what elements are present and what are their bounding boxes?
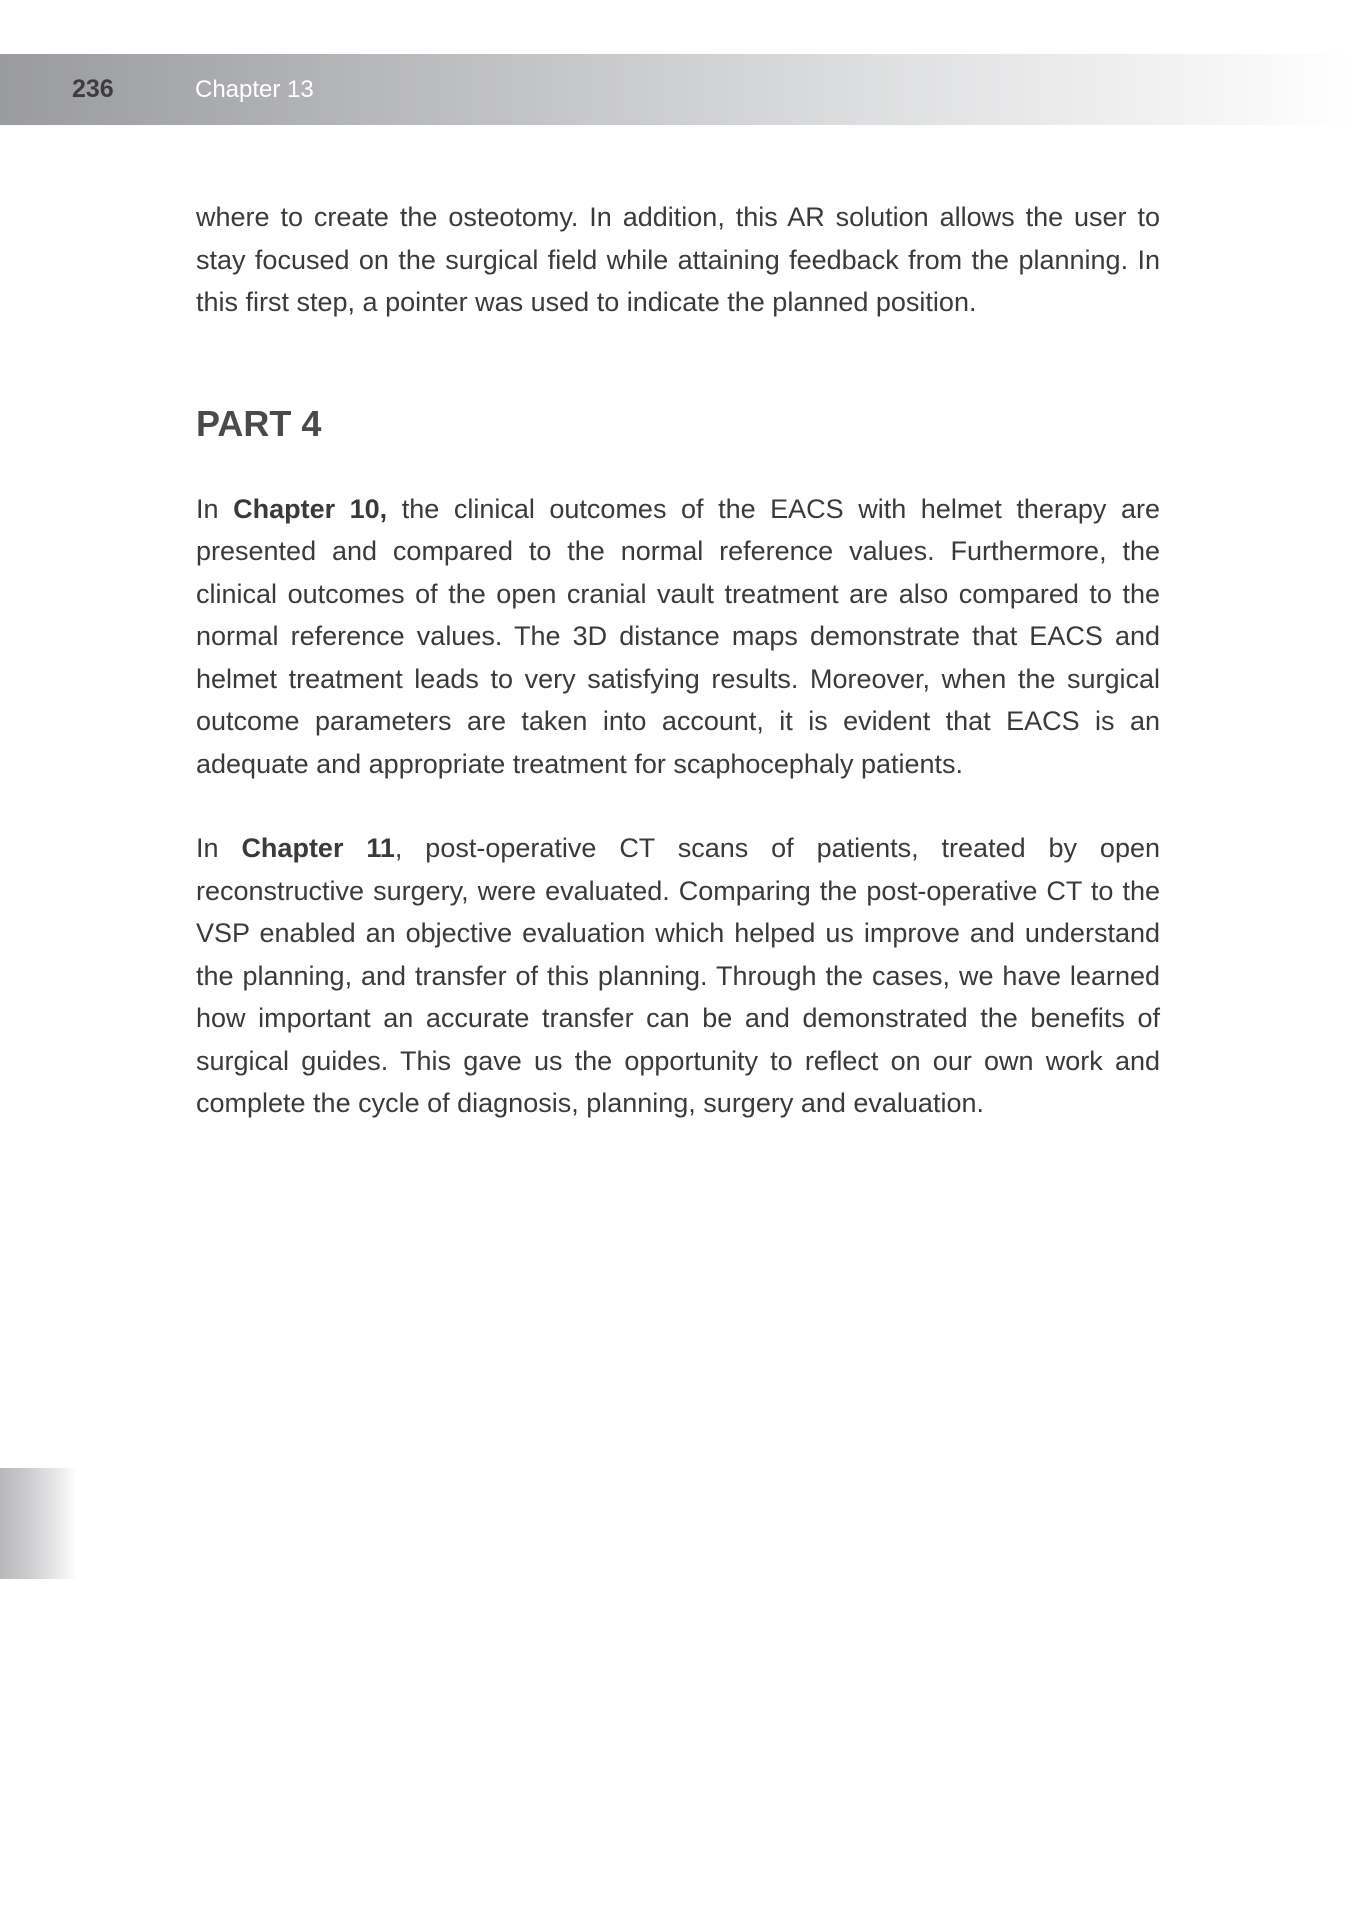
paragraph-chapter-11 — [196, 827, 1160, 1125]
paragraph-prefix: In — [196, 833, 242, 863]
paragraph-text: the clinical outcomes of the EACS with helmet therapy are presented and compared to the normal reference values. Furthermore, the clinical outcomes of the open cranial vault treatment are also compared to the normal reference values. The 3D distance maps demonstrate that EACS and helmet treatment leads to very satisfying results. Moreover, when the surgical outcome parameters are taken into account, it is evident that EACS is an adequate and appropriate treatment for scaphocephaly patients. — [196, 493, 1160, 779]
paragraph-chapter-10 — [196, 488, 1160, 786]
section-heading: PART 4 — [196, 402, 322, 444]
chapter-label: Chapter 13 — [195, 76, 314, 103]
main-content — [196, 196, 1160, 1125]
running-header — [0, 54, 1352, 125]
page-number: 236 — [72, 75, 114, 103]
chapter-reference: Chapter 10, — [233, 493, 388, 524]
chapter-thumb-tab — [0, 1468, 76, 1579]
paragraph-text: , post-operative CT scans of patients, treated by open reconstructive surgery, were evaluated. Comparing the post-operative CT to the VSP enabled an objective evaluation which helped us improve and understand the planning, and transfer of this planning. Through the cases, we have learned how important an accurate transfer can be and demonstrated the benefits of surgical guides. This gave us the opportunity to reflect on our own work and complete the cycle of diagnosis, planning, surgery and evaluation. — [196, 833, 1161, 1118]
intro-paragraph: where to create the osteotomy. In addition, this AR solution allows the user to stay focused on the surgical field while attaining feedback from the planning. In this first step, a pointer was used to indicate the planned position. — [196, 202, 1160, 317]
paragraph-prefix: In — [196, 493, 234, 524]
chapter-reference: Chapter 11 — [241, 833, 395, 863]
